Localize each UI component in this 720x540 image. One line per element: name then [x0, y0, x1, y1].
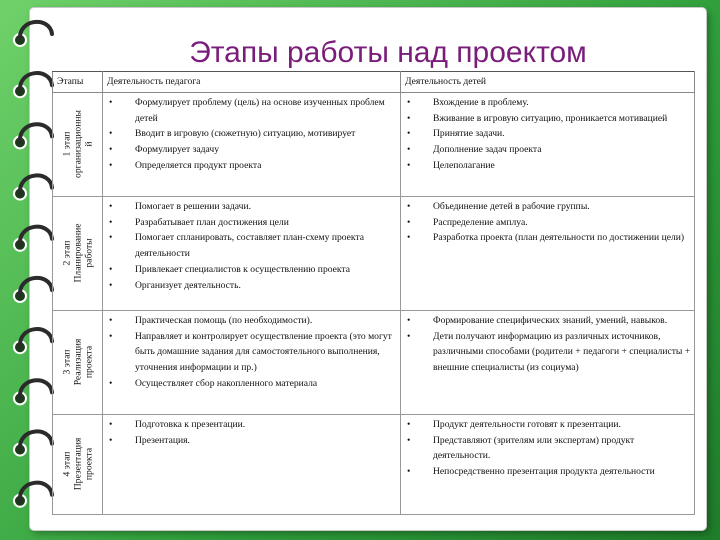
activity-item: • Направляет и контролирует осуществление проекта (это могут быть домашние задания для самостоятельного выполнения, уточнения информации и пр.)	[106, 329, 397, 376]
activity-item: • Распределение амплуа.	[404, 215, 691, 231]
stage-row	[53, 196, 695, 310]
activity-item: • Представляют (зрителям или экспертам) продукт деятельности.	[404, 433, 691, 465]
activity-item: • Вживание в игровую ситуацию, проникается мотивацией	[404, 111, 691, 127]
activity-item: • Дети получают информацию из различных источников, различными способами (родители + педагоги + специалисты + внешние специалисты (из социума)	[404, 329, 691, 376]
activity-list	[106, 95, 397, 174]
activity-item: • Формулирует проблему (цель) на основе изученных проблем детей	[106, 95, 397, 127]
teacher-activity-cell	[103, 414, 401, 514]
activity-item: • Организует деятельность.	[106, 278, 397, 294]
activity-list	[106, 199, 397, 294]
activity-list	[106, 417, 397, 449]
activity-item: • Целеполагание	[404, 158, 691, 174]
binder-ring	[14, 483, 52, 507]
binder-ring	[14, 227, 52, 251]
activity-item: • Объединение детей в рабочие группы.	[404, 199, 691, 215]
children-activity-cell	[401, 196, 695, 310]
activity-list	[404, 417, 691, 480]
stage-cell	[53, 92, 103, 196]
children-activity-cell	[401, 414, 695, 514]
binder-ring	[14, 380, 52, 404]
activity-item: • Осуществляет сбор накопленного материала	[106, 376, 397, 392]
activity-list	[404, 313, 691, 376]
teacher-activity-cell	[103, 196, 401, 310]
activity-item: • Практическая помощь (по необходимости).	[106, 313, 397, 329]
header-stages: Этапы	[53, 72, 103, 93]
teacher-activity-cell	[103, 92, 401, 196]
binder-ring	[14, 22, 52, 46]
activity-item: • Вводит в игровую (сюжетную) ситуацию, мотивирует	[106, 126, 397, 142]
binder-ring	[14, 329, 52, 353]
activity-item: • Принятие задачи.	[404, 126, 691, 142]
binder-ring	[14, 73, 52, 97]
activity-item: • Формирование специфических знаний, умений, навыков.	[404, 313, 691, 329]
binder-ring	[14, 431, 52, 455]
activity-item: • Презентация.	[106, 433, 397, 449]
stage-label: 4 этап Презентация проекта	[61, 438, 94, 491]
stage-row	[53, 414, 695, 514]
stage-label: 1 этап организационны й	[61, 110, 94, 179]
stage-cell	[53, 196, 103, 310]
stage-label: 2 этап Планирование работы	[61, 223, 94, 283]
children-activity-cell	[401, 310, 695, 414]
stage-label: 3 этап Реализация проекта	[61, 339, 94, 386]
activity-list	[404, 95, 691, 174]
stage-cell	[53, 310, 103, 414]
project-stages-table	[52, 71, 695, 515]
activity-item: • Непосредственно презентация продукта деятельности	[404, 464, 691, 480]
activity-item: • Помогает в решении задачи.	[106, 199, 397, 215]
activity-item: • Дополнение задач проекта	[404, 142, 691, 158]
table-header-row	[53, 72, 695, 93]
activity-list	[106, 313, 397, 392]
teacher-activity-cell	[103, 310, 401, 414]
activity-item: • Разработка проекта (план деятельности по достижении цели)	[404, 230, 691, 246]
binder-ring	[14, 124, 52, 148]
header-children-activity: Деятельность детей	[401, 72, 695, 93]
children-activity-cell	[401, 92, 695, 196]
activity-item: • Помогает спланировать, составляет план-схему проекта деятельности	[106, 230, 397, 262]
stage-row	[53, 310, 695, 414]
page-title: Этапы работы над проектом	[189, 36, 587, 69]
activity-item: • Разрабатывает план достижения цели	[106, 215, 397, 231]
stage-cell	[53, 414, 103, 514]
activity-item: • Вхождение в проблему.	[404, 95, 691, 111]
activity-item: • Привлекает специалистов к осуществлению проекта	[106, 262, 397, 278]
activity-item: • Подготовка к презентации.	[106, 417, 397, 433]
activity-item: • Определяется продукт проекта	[106, 158, 397, 174]
binder-ring	[14, 175, 52, 199]
header-teacher-activity: Деятельность педагога	[103, 72, 401, 93]
activity-item: • Формулирует задачу	[106, 142, 397, 158]
stage-row	[53, 92, 695, 196]
activity-item: • Продукт деятельности готовят к презентации.	[404, 417, 691, 433]
binder-ring	[14, 278, 52, 302]
activity-list	[404, 199, 691, 246]
